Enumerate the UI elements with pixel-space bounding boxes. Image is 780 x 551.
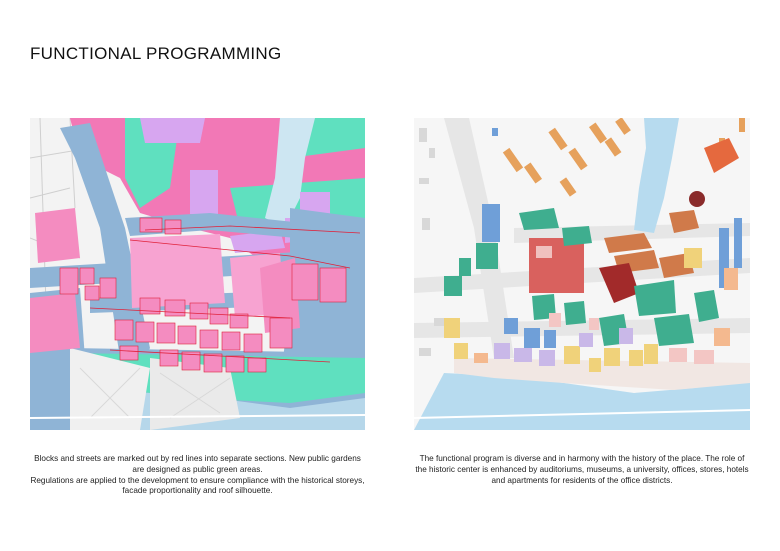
functional-caption — [414, 454, 750, 486]
functional-caption-text: The functional program is diverse and in harmony with the history of the place. The role of the historic center is enhanced by auditoriums, museums, a university, offices, stores, hotels and apartments for residents of the office districts. — [415, 454, 749, 485]
functional-program-map — [414, 118, 750, 430]
zoning-caption-line1: Blocks and streets are marked out by red lines into separate sections. New public gardens are designed as public green areas. — [34, 454, 361, 474]
zoning-map — [30, 118, 365, 430]
zoning-caption — [30, 454, 365, 497]
zoning-caption-line2: Regulations are applied to the development to ensure compliance with the historical storeys, facade proportionality and roof silhouette. — [30, 475, 365, 496]
page-title: FUNCTIONAL PROGRAMMING — [30, 44, 282, 63]
